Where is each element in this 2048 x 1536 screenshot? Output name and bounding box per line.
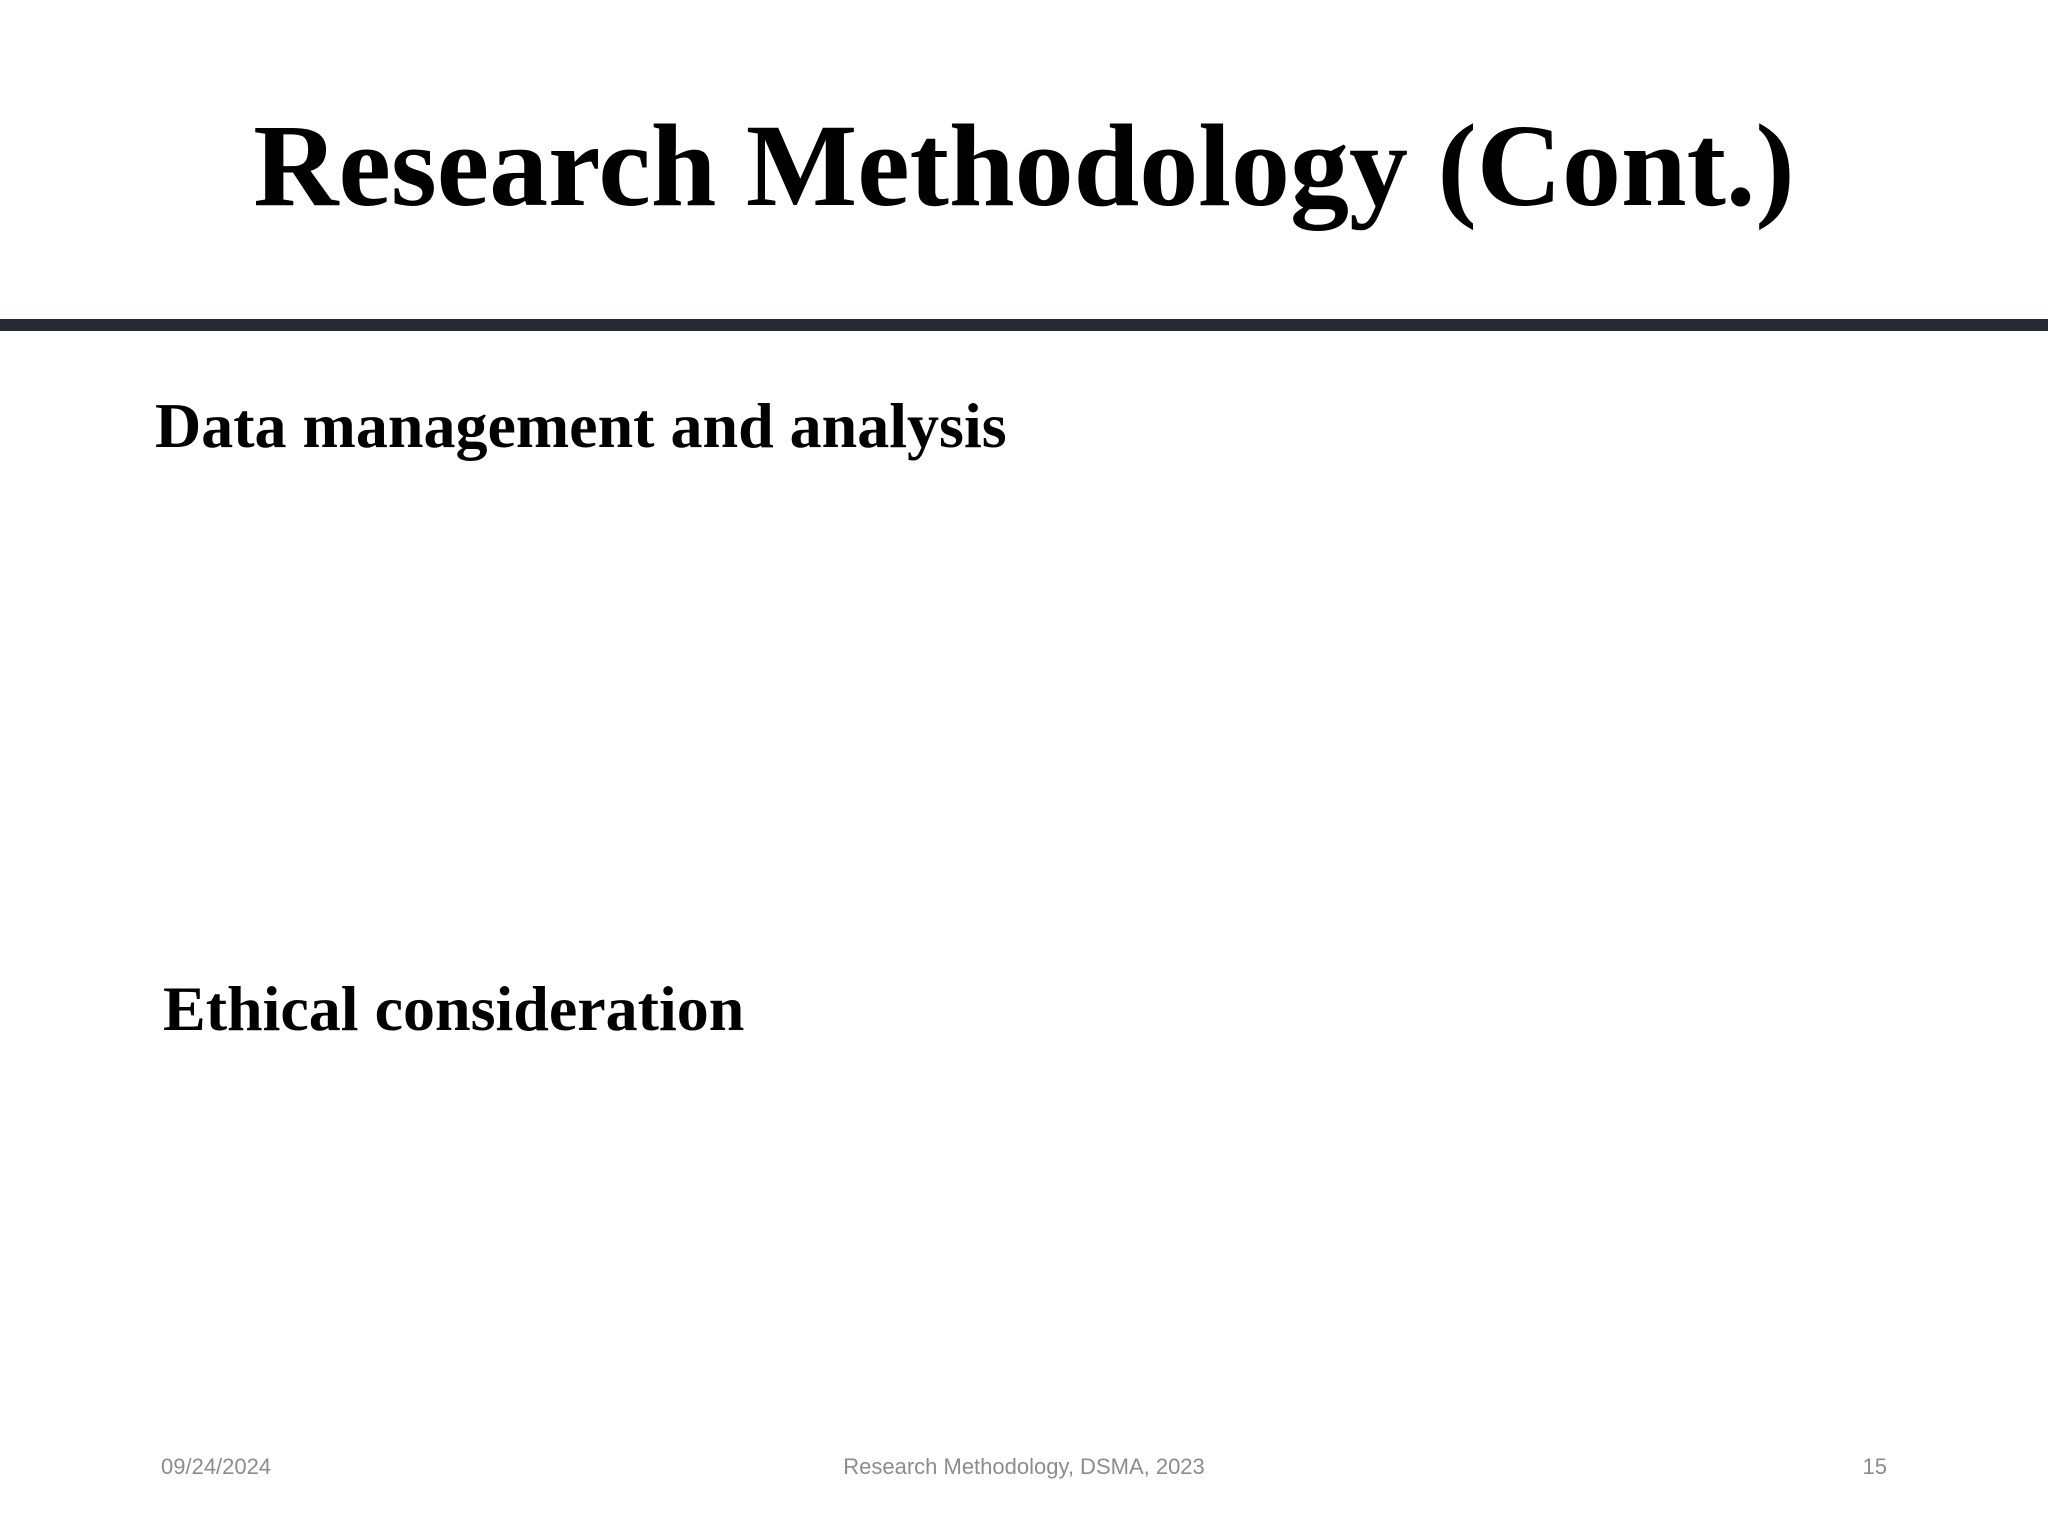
footer-text: Research Methodology, DSMA, 2023 (843, 1454, 1205, 1479)
footer-date: 09/24/2024 (161, 1454, 272, 1479)
footer-page-number: 15 (1862, 1454, 1887, 1479)
title-divider (0, 319, 2048, 331)
section-heading-data-management: Data management and analysis (155, 390, 1007, 461)
section-heading-ethical-consideration: Ethical consideration (163, 973, 745, 1044)
slide-title: Research Methodology (Cont.) (253, 100, 1795, 231)
